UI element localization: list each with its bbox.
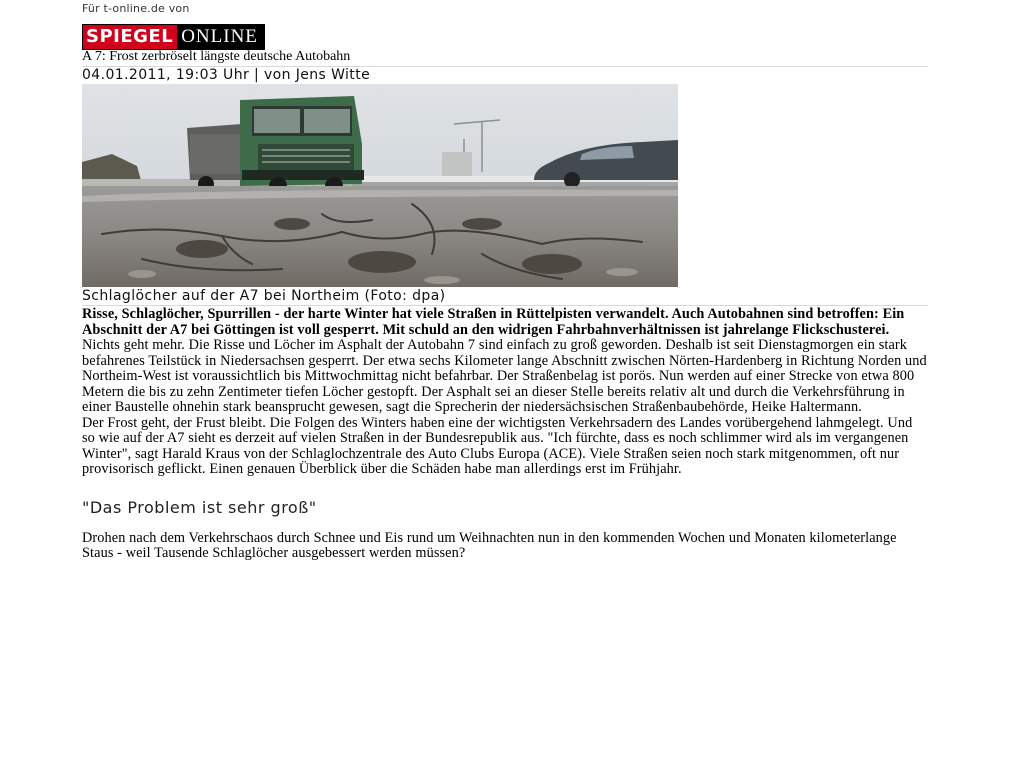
photo-caption: Schlaglöcher auf der A7 bei Northeim (Foto: dpa) <box>82 288 928 306</box>
article-paragraph-2: Der Frost geht, der Frust bleibt. Die Folgen des Winters haben eine der wichtigsten Verkehrsadern des Landes vorübergehend lahmgelegt. Und so wie auf der A7 sieht es derzeit auf vielen Straßen in der Bundesrepublik aus. "Ich fürchte, dass es noch schlimmer wird als im vergangenen Winter", sagt Harald Kraus von der Schlaglochzentrale des Auto Clubs Europa (ACE). Viele Straßen seien noch stark mitgenommen, oft nur provisorisch geflickt. Einen genauen Überblick über die Schäden habe man allerdings erst im Frühjahr. <box>82 414 913 477</box>
article-subheading: "Das Problem ist sehr groß" <box>82 497 317 517</box>
article-paragraph-1: Nichts geht mehr. Die Risse und Löcher im Asphalt der Autobahn 7 sind einfach zu groß geworden. Deshalb ist seit Dienstagmorgen ein stark befahrenes Teilstück in Niedersachsen gesperrt. Der etwa sechs Kilometer lange Abschnitt zwischen Nörten-Hardenberg in Richtung Norden und Northeim-West ist voraussichtlich bis Mittwochmittag nicht befahrbar. Der Straßenbelag ist porös. Nun werden auf einer Strecke von etwa 800 Metern die bis zu zehn Zentimeter tiefen Löcher gestopft. Der Asphalt sei an dieser Stelle bereits relativ alt und durch die Verkehrsführung in einer Baustelle ohnehin stark beansprucht gewesen, sagt die Sprecherin der niedersächsischen Straßenbaubehörde, Heike Haltermann. <box>82 337 927 415</box>
article-paragraph-3: Drohen nach dem Verkehrschaos durch Schnee und Eis rund um Weihnachten nun in den kommenden Wochen und Monaten kilometerlange Staus - weil Tausende Schlaglöcher ausgebessert werden müssen? <box>82 529 897 561</box>
article-headline: A 7: Frost zerbröselt längste deutsche Autobahn <box>82 48 928 67</box>
source-label: Für t-online.de von <box>82 2 190 15</box>
spiegel-online-logo[interactable] <box>82 24 265 50</box>
article-lead: Risse, Schlaglöcher, Spurrillen - der harte Winter hat viele Straßen in Rüttelpisten verwandelt. Auch Autobahnen sind betroffen: Ein Abschnitt der A7 bei Göttingen ist voll gesperrt. Mit schuld an den widrigen Fahrbahnverhältnissen ist jahrelange Flickschusterei. <box>82 306 905 338</box>
article-byline: 04.01.2011, 19:03 Uhr | von Jens Witte <box>82 67 371 83</box>
article-photo <box>82 84 678 287</box>
logo-online: ONLINE <box>177 25 264 49</box>
article-body <box>82 307 928 562</box>
logo-spiegel: SPIEGEL <box>83 25 177 49</box>
